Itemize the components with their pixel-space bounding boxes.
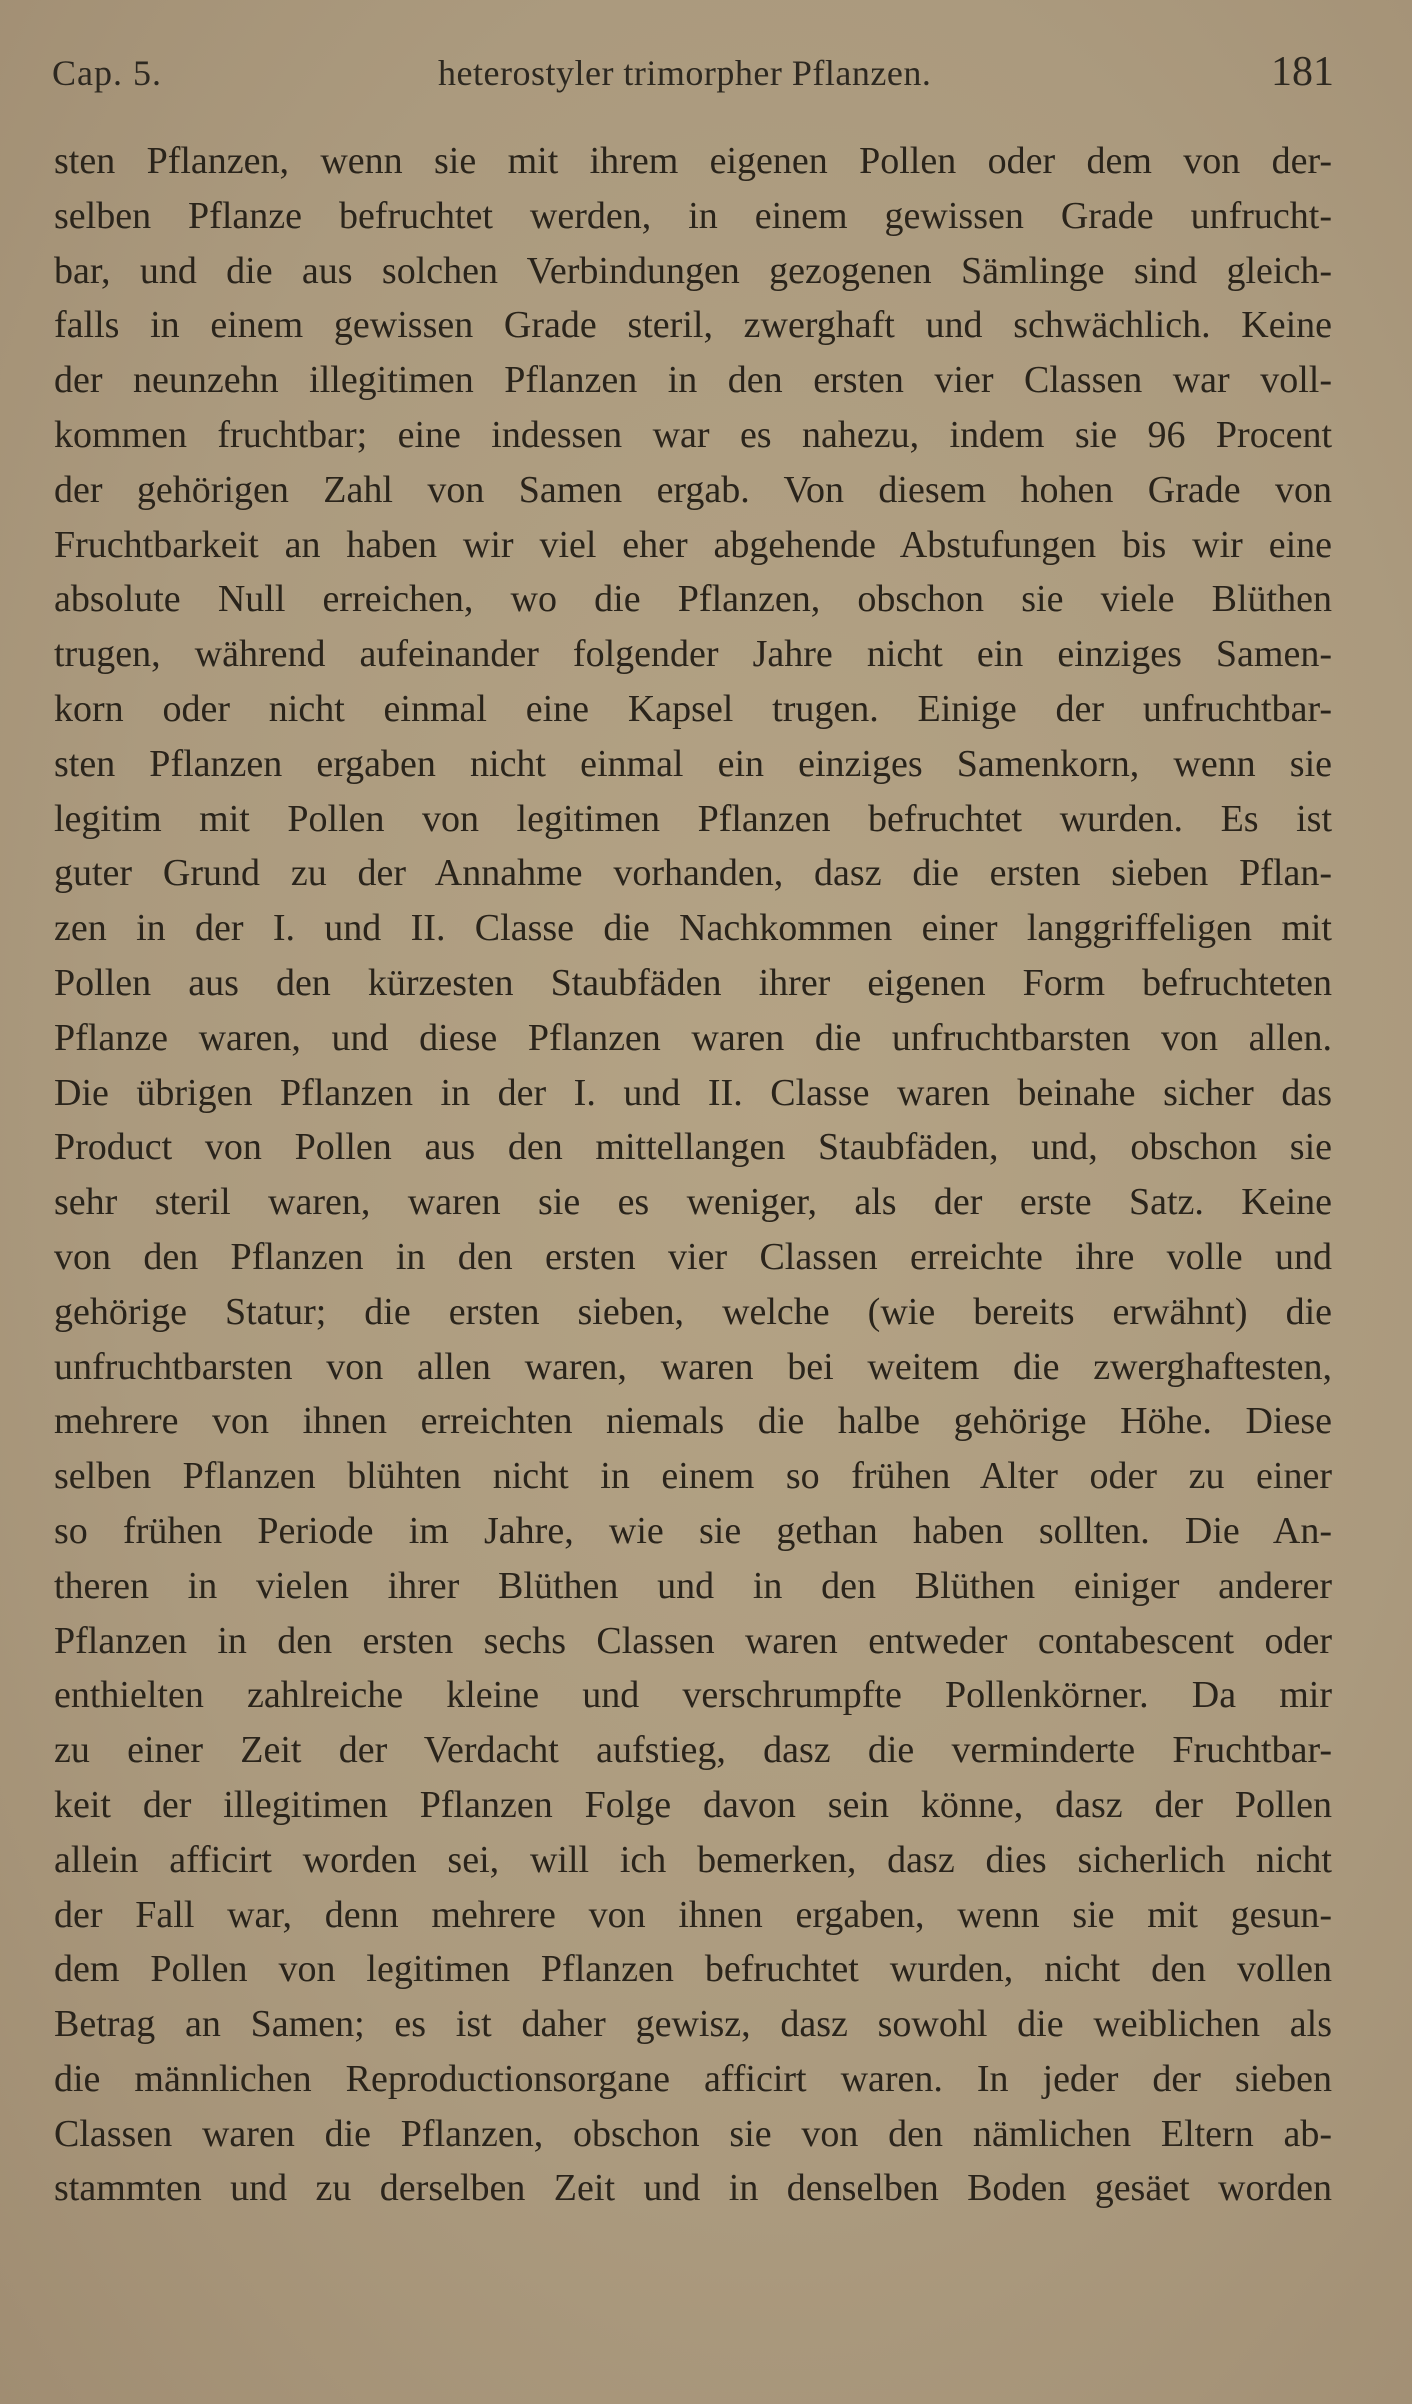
text-line: korn oder nicht einmal eine Kapsel trugen. Einige der unfruchtbar- [54, 687, 1332, 730]
text-line: die männlichen Reproductionsorgane afficirt waren. In jeder der sieben [54, 2057, 1332, 2100]
text-line: selben Pflanze befruchtet werden, in einem gewissen Grade unfrucht- [54, 194, 1332, 237]
page-number: 181 [1271, 49, 1334, 95]
text-line: Product von Pollen aus den mittellangen Staubfäden, und, obschon sie [54, 1126, 1332, 1169]
text-line: Pollen aus den kürzesten Staubfäden ihrer eigenen Form befruchteten [54, 961, 1332, 1004]
text-line: von den Pflanzen in den ersten vier Classen erreichte ihre volle und [54, 1235, 1332, 1278]
text-line: der neunzehn illegitimen Pflanzen in den ersten vier Classen war voll- [54, 359, 1332, 402]
running-title: heterostyler trimorpher Pflanzen. [438, 53, 932, 93]
text-line: Betrag an Samen; es ist daher gewisz, dasz sowohl die weiblichen als [54, 2003, 1332, 2046]
text-line: theren in vielen ihrer Blüthen und in den Blüthen einiger anderer [54, 1564, 1332, 1607]
text-line: der Fall war, denn mehrere von ihnen ergaben, wenn sie mit gesun- [54, 1893, 1332, 1936]
text-line: Pflanzen in den ersten sechs Classen waren entweder contabescent oder [54, 1619, 1332, 1662]
text-line: gehörige Statur; die ersten sieben, welche (wie bereits erwähnt) die [54, 1290, 1332, 1333]
text-line: enthielten zahlreiche kleine und verschrumpfte Pollenkörner. Da mir [54, 1674, 1332, 1717]
text-line: bar, und die aus solchen Verbindungen gezogenen Sämlinge sind gleich- [54, 249, 1332, 292]
text-line: unfruchtbarsten von allen waren, waren bei weitem die zwerghaftesten, [54, 1345, 1332, 1388]
text-line: selben Pflanzen blühten nicht in einem so frühen Alter oder zu einer [54, 1455, 1332, 1498]
text-line: der gehörigen Zahl von Samen ergab. Von diesem hohen Grade von [54, 468, 1332, 511]
running-header [52, 49, 1334, 102]
text-line: zen in der I. und II. Classe die Nachkommen einer langgriffeligen mit [54, 907, 1332, 950]
text-line: stammten und zu derselben Zeit und in denselben Boden gesäet worden [54, 2167, 1332, 2210]
text-line: sten Pflanzen, wenn sie mit ihrem eigenen Pollen oder dem von der- [54, 140, 1332, 182]
text-line: Pflanze waren, und diese Pflanzen waren die unfruchtbarsten von allen. [54, 1016, 1332, 1059]
text-line: mehrere von ihnen erreichten niemals die halbe gehörige Höhe. Diese [54, 1400, 1332, 1443]
text-line: absolute Null erreichen, wo die Pflanzen, obschon sie viele Blüthen [54, 578, 1332, 621]
text-line: allein afficirt worden sei, will ich bemerken, dasz dies sicherlich nicht [54, 1838, 1332, 1881]
text-line: trugen, während aufeinander folgender Jahre nicht ein einziges Samen- [54, 633, 1332, 676]
text-line: falls in einem gewissen Grade steril, zwerghaft und schwächlich. Keine [54, 304, 1332, 347]
body-text [54, 134, 1332, 2216]
text-line: Die übrigen Pflanzen in der I. und II. Classe waren beinahe sicher das [54, 1071, 1332, 1114]
text-line: sten Pflanzen ergaben nicht einmal ein einziges Samenkorn, wenn sie [54, 742, 1332, 785]
text-line: dem Pollen von legitimen Pflanzen befruchtet wurden, nicht den vollen [54, 1948, 1332, 1991]
text-line: sehr steril waren, waren sie es weniger, als der erste Satz. Keine [54, 1181, 1332, 1224]
text-line: so frühen Periode im Jahre, wie sie gethan haben sollten. Die An- [54, 1509, 1332, 1552]
chapter-label: Cap. 5. [52, 53, 162, 93]
text-line: guter Grund zu der Annahme vorhanden, dasz die ersten sieben Pflan- [54, 852, 1332, 895]
text-line: Classen waren die Pflanzen, obschon sie von den nämlichen Eltern ab- [54, 2112, 1332, 2155]
text-line: keit der illegitimen Pflanzen Folge davon sein könne, dasz der Pollen [54, 1783, 1332, 1826]
text-line: legitim mit Pollen von legitimen Pflanzen befruchtet wurden. Es ist [54, 797, 1332, 840]
text-line: kommen fruchtbar; eine indessen war es nahezu, indem sie 96 Procent [54, 413, 1332, 456]
text-line: zu einer Zeit der Verdacht aufstieg, dasz die verminderte Fruchtbar- [54, 1729, 1332, 1772]
text-line: Fruchtbarkeit an haben wir viel eher abgehende Abstufungen bis wir eine [54, 523, 1332, 566]
